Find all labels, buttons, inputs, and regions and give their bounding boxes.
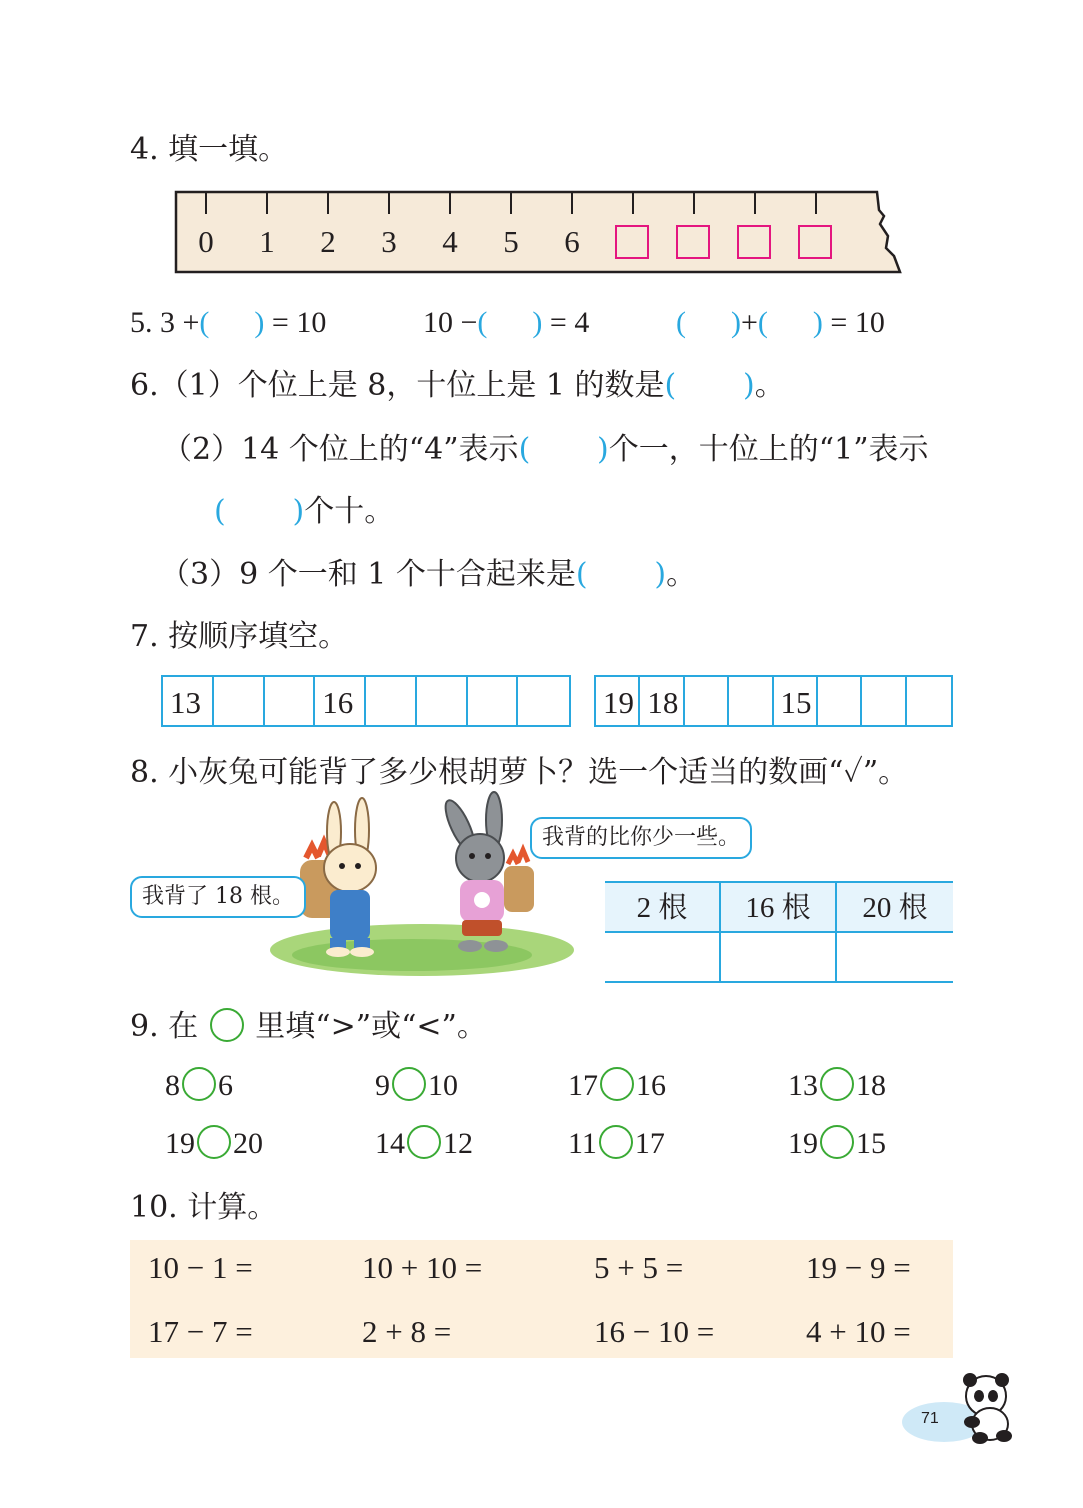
ruler-label: 2 — [320, 224, 336, 259]
q10-title: 10. 计算。 — [130, 1190, 278, 1225]
q6-part2-cont — [214, 494, 394, 530]
calc-expression: 4 + 10 = — [806, 1314, 911, 1349]
compare-right: 20 — [233, 1127, 263, 1160]
compare-circle[interactable] — [182, 1067, 216, 1101]
sequence-blank-cell[interactable] — [417, 677, 468, 725]
q6-p2-text-b: 个一，十位上的“1”表示 — [608, 432, 929, 467]
sequence-cell: 19 — [596, 677, 640, 725]
compare-item — [375, 1125, 473, 1162]
q9-title — [130, 1008, 487, 1045]
q5-e2-head: 10 − — [423, 306, 478, 339]
sequence-blank-cell[interactable] — [468, 677, 519, 725]
q5-e1-tail: = 10 — [271, 306, 327, 339]
calc-expression: 19 − 9 = — [806, 1250, 911, 1285]
compare-right: 10 — [428, 1069, 458, 1102]
q6-blank-4[interactable]: ( ) — [575, 557, 667, 592]
q6-part3 — [160, 557, 696, 593]
q5-e3-tail: = 10 — [830, 306, 885, 339]
ruler-labels — [172, 190, 912, 278]
q5-row-2 — [423, 305, 589, 341]
calc-expression: 17 − 7 = — [148, 1314, 253, 1349]
q6-p2-text-c: 个十。 — [304, 494, 395, 529]
compare-left: 9 — [375, 1069, 390, 1102]
choice-check-cell[interactable] — [605, 933, 721, 981]
q6-p3-text: （3）9 个一和 1 个十合起来是 — [160, 557, 576, 592]
sequence-cell: 13 — [163, 677, 214, 725]
ruler-label: 6 — [564, 224, 580, 259]
compare-left: 19 — [165, 1127, 195, 1160]
compare-item — [568, 1125, 665, 1162]
compare-circle[interactable] — [820, 1067, 854, 1101]
sequence-blank-cell[interactable] — [518, 677, 569, 725]
compare-left: 13 — [788, 1069, 818, 1102]
compare-circle[interactable] — [599, 1125, 633, 1159]
compare-right: 17 — [634, 1127, 665, 1160]
calc-expression: 10 + 10 = — [362, 1250, 483, 1285]
compare-right: 15 — [856, 1127, 886, 1160]
compare-item — [165, 1125, 263, 1162]
compare-circle[interactable] — [407, 1125, 441, 1159]
calc-expression: 10 − 1 = — [148, 1250, 253, 1285]
page-number: 71 — [921, 1410, 939, 1427]
q7-title: 7. 按顺序填空。 — [130, 619, 349, 654]
ruler-answer-box[interactable] — [676, 225, 710, 259]
compare-item — [375, 1067, 458, 1104]
q6-p1-text: 6.（1）个位上是 8，十位上是 1 的数是 — [130, 368, 665, 403]
sequence-blank-cell[interactable] — [818, 677, 862, 725]
q6-part2 — [162, 432, 929, 468]
calc-panel — [130, 1240, 953, 1358]
compare-right: 6 — [218, 1069, 233, 1102]
q5-row — [130, 305, 326, 341]
q6-p2-text: （2）14 个位上的“4”表示 — [162, 432, 519, 467]
ruler-label: 0 — [198, 224, 214, 259]
q6-blank-2[interactable]: ( ) — [518, 432, 609, 467]
compare-left: 17 — [568, 1069, 598, 1102]
choice-table-header — [605, 881, 953, 933]
choice-option-label: 16 根 — [721, 883, 837, 931]
q5-blank-3[interactable]: ( ) — [676, 306, 741, 339]
sequence-cell: 16 — [315, 677, 366, 725]
ruler-label: 5 — [503, 224, 519, 259]
q5-blank-2[interactable]: ( ) — [477, 306, 543, 339]
compare-right: 12 — [443, 1127, 473, 1160]
compare-left: 19 — [788, 1127, 818, 1160]
q5-e2-tail: = 4 — [549, 306, 590, 339]
compare-circle[interactable] — [392, 1067, 426, 1101]
q5-row-3 — [676, 305, 885, 341]
sequence-blank-cell[interactable] — [214, 677, 265, 725]
calc-expression: 16 − 10 = — [594, 1314, 715, 1349]
q4-title: 4. 填一填。 — [130, 132, 289, 167]
q6-p1-end: 。 — [754, 368, 785, 403]
choice-check-cell[interactable] — [837, 933, 953, 981]
panda-icon — [900, 1372, 1020, 1452]
q6-part1 — [130, 368, 785, 404]
sequence-blank-cell[interactable] — [729, 677, 773, 725]
compare-right: 16 — [636, 1069, 666, 1102]
sequence-blank-cell[interactable] — [265, 677, 316, 725]
circle-icon — [210, 1008, 244, 1042]
q5-blank-1[interactable]: ( ) — [199, 306, 265, 339]
sequence-cell: 18 — [640, 677, 684, 725]
compare-item — [788, 1067, 886, 1104]
ruler-answer-box[interactable] — [798, 225, 832, 259]
ruler-label: 1 — [259, 224, 275, 259]
q5-e3-mid: + — [741, 306, 758, 339]
sequence-table-1 — [161, 675, 571, 727]
sequence-blank-cell[interactable] — [862, 677, 906, 725]
compare-left: 8 — [165, 1069, 180, 1102]
q6-p3-end: 。 — [666, 557, 697, 592]
sequence-blank-cell[interactable] — [685, 677, 729, 725]
compare-item — [788, 1125, 886, 1162]
choice-check-cell[interactable] — [721, 933, 837, 981]
choice-option-label: 20 根 — [862, 892, 928, 924]
compare-item — [165, 1067, 233, 1104]
q9-title-b: 里填“>”或“<”。 — [255, 1009, 487, 1044]
compare-left: 11 — [568, 1127, 597, 1160]
compare-circle[interactable] — [820, 1125, 854, 1159]
choice-option-label: 2 根 — [605, 883, 721, 931]
q6-blank-1[interactable]: ( ) — [664, 368, 755, 403]
choice-table-body — [605, 933, 953, 983]
compare-item — [568, 1067, 666, 1104]
speech-bubble-white-rabbit: 我背了 18 根。 — [130, 876, 306, 918]
q5-prefix: 5. 3 + — [130, 306, 200, 339]
choice-table — [605, 881, 953, 983]
compare-left: 14 — [375, 1127, 405, 1160]
q8-title: 8. 小灰兔可能背了多少根胡萝卜？选一个适当的数画“✓”。 — [130, 755, 909, 790]
calc-expression: 5 + 5 = — [594, 1250, 684, 1285]
q6-blank-3[interactable]: ( ) — [214, 494, 305, 529]
ruler-label: 4 — [442, 224, 458, 259]
calc-expression: 2 + 8 = — [362, 1314, 452, 1349]
ruler-answer-box[interactable] — [615, 225, 649, 259]
sequence-table-2 — [594, 675, 953, 727]
compare-right: 18 — [856, 1069, 886, 1102]
q9-title-a: 9. 在 — [130, 1009, 199, 1044]
compare-circle[interactable] — [600, 1067, 634, 1101]
sequence-blank-cell[interactable] — [366, 677, 417, 725]
q5-blank-4[interactable]: ( ) — [757, 306, 823, 339]
sequence-blank-cell[interactable] — [907, 677, 951, 725]
ruler — [172, 190, 912, 278]
sequence-cell: 15 — [774, 677, 818, 725]
compare-circle[interactable] — [197, 1125, 231, 1159]
ruler-answer-box[interactable] — [737, 225, 771, 259]
speech-bubble-grey-rabbit: 我背的比你少一些。 — [530, 817, 752, 859]
ruler-label: 3 — [381, 224, 397, 259]
